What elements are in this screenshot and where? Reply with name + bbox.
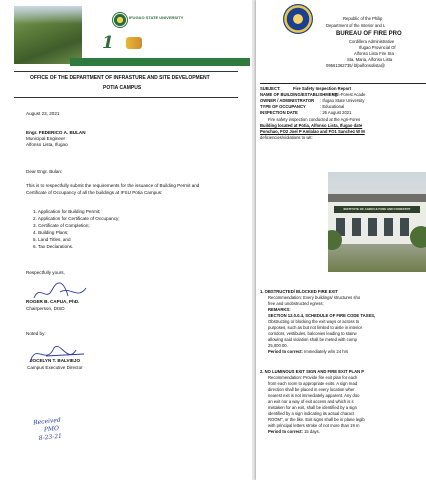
field-label: NAME OF BUILDING/ESTABLISHMENT: bbox=[260, 92, 339, 97]
remarks-label: REMARKS: bbox=[268, 307, 291, 312]
violation-text: corridors, vestibules, balconies leading to stairw bbox=[268, 331, 357, 336]
field-label: TYPE OF OCCUPANCY bbox=[260, 104, 306, 109]
list-item: 5. Land Titles, and bbox=[33, 237, 71, 242]
violation-text: an exit nor a way of exit access and which is s bbox=[268, 399, 354, 404]
body-line: Certificate of Occupancy of all the buildings at IFSU Potia Campus: bbox=[26, 190, 163, 195]
university-name: IFUGAO STATE UNIVERSITY bbox=[129, 15, 184, 20]
header-rule bbox=[14, 71, 238, 72]
violation-recommendation: Recommendation: Provide fire exit plan for each bbox=[268, 375, 358, 380]
bureau-line: BUREAU OF FIRE PRO bbox=[336, 31, 402, 37]
violation-text: allowing said violation shall be meted with comp bbox=[268, 337, 357, 342]
intro-line: Fire safety inspection conducted at the Agri-Fores bbox=[268, 117, 361, 122]
list-item: 3. Certificate of Completion; bbox=[33, 223, 90, 228]
list-item: 6. Tax Declarations. bbox=[33, 244, 74, 249]
stamp-line: PMO bbox=[43, 424, 60, 434]
violation-title: 2. NO LUMINOUS EXIT SIGN AND FIRE EXIT PLAN P bbox=[260, 369, 365, 374]
received-stamp bbox=[33, 417, 63, 443]
violation-text: 25,000.00. bbox=[268, 343, 288, 348]
violation-text: from each room to appropriate exits. A sign read bbox=[268, 381, 358, 386]
stamp-line: 8-23-21 bbox=[38, 432, 63, 442]
noted-by: Noted by: bbox=[26, 331, 46, 336]
closing: Respectfully yours, bbox=[26, 270, 65, 275]
noter-name: JOCELYN T. BALVIEJO bbox=[30, 358, 81, 363]
campus-photo bbox=[14, 6, 82, 64]
building-sign: INSTITUTE OF AGRICULTURE AND FORESTRY bbox=[334, 206, 420, 213]
list-item: 2. Application for Certificate of Occupancy; bbox=[33, 216, 120, 221]
building-photo bbox=[328, 172, 426, 272]
noter-signature bbox=[24, 340, 94, 368]
header-band bbox=[70, 58, 250, 66]
bfp-seal-icon bbox=[283, 4, 313, 34]
department-line: Department of the Interior and L bbox=[326, 23, 386, 28]
republic-line: Republic of the Philip bbox=[343, 16, 383, 21]
campus-title: POTIA CAMPUS bbox=[103, 85, 142, 91]
violation-text: nearest exit is not immediately apparent. Any doo bbox=[268, 393, 360, 398]
violation-recommendation: free and unobstructed egress; bbox=[268, 301, 324, 306]
salutation: Dear Engr. Bulan: bbox=[26, 169, 63, 174]
recipient-place: Alfonso Lista, Ifugao bbox=[26, 142, 68, 147]
recipient-title: Municipal Engineer bbox=[26, 136, 66, 141]
subject-label: SUBJECT: bbox=[260, 86, 281, 91]
anniversary-logo-icon: 1 bbox=[102, 33, 142, 55]
contact-line: 09561362735/ bfpalfonsolista@ bbox=[326, 63, 385, 68]
violation-text: Obstructing or blocking the exit ways or across to bbox=[268, 319, 360, 324]
recipient-name: Engr. FEDERICO A. BULAN bbox=[26, 130, 86, 135]
list-item: 4. Building Plans; bbox=[33, 230, 69, 235]
signer-title: Chairperson, DISD bbox=[26, 306, 65, 311]
signer-name: ROGER B. CAPUA, PhD. bbox=[26, 299, 80, 304]
field-value: : Ifugao State University bbox=[320, 98, 365, 103]
period-to-correct: Period to correct: Immediately w/in 24 hrs bbox=[268, 349, 349, 354]
field-label: INSPECTION DATE bbox=[260, 110, 298, 115]
title-rule bbox=[14, 97, 238, 98]
intro-line: Ponchao, FO2 Joel P Amlalao and FO1 Sanchez W M bbox=[260, 129, 365, 134]
address-line: Sta. Maria, Alfonso Lista bbox=[347, 57, 393, 62]
report-page bbox=[256, 0, 426, 480]
violation-title: 1. OBSTRUCTED/ BLOCKED FIRE EXIT bbox=[260, 289, 338, 294]
violation-text: purposes, such as but not limited to aisle in interior bbox=[268, 325, 363, 330]
violation-recommendation: Recommendation: Every buildings/ structures sho bbox=[268, 295, 361, 300]
stamp-line: Received bbox=[32, 416, 62, 427]
violation-text: direction shall be placed in every location wher bbox=[268, 387, 355, 392]
violation-text: identified by a sign indicating its actual charact bbox=[268, 411, 355, 416]
office-title: OFFICE OF THE DEPARTMENT OF INFRASTURE AND SITE DEVELOPMENT bbox=[30, 75, 210, 81]
period-to-correct: Period to correct: 15 days. bbox=[268, 429, 320, 434]
header-rule bbox=[260, 83, 426, 84]
region-line: Cordillera Administrative bbox=[349, 39, 395, 44]
field-value: : Educational bbox=[320, 104, 345, 109]
section-ref: SECTION 12.0.0.4, SCHEDULE OF FIRE CODE TAXES, bbox=[268, 313, 376, 318]
violation-text: with principal letters stroke of not more than 19 m bbox=[268, 423, 360, 428]
intro-line: deficiencies/violations to wit: bbox=[260, 135, 313, 140]
list-item: 1. Application for Building Permit; bbox=[33, 209, 101, 214]
province-line: Ifugao Provincial Of bbox=[359, 45, 396, 50]
station-line: Alfonso Lista Fire Sta bbox=[354, 51, 394, 56]
noter-title: Campus Executive Director bbox=[27, 365, 83, 370]
violation-text: ROOM", or the like. Exit signs shall be in plane legib bbox=[268, 417, 365, 422]
body-line: This is to respectfully submit the requirements for the issuance of Building Permit and bbox=[26, 183, 200, 188]
letter-date: August 23, 2021 bbox=[26, 111, 60, 116]
field-value: : 26 August 2021 bbox=[320, 110, 352, 115]
intro-line: Building located at Potia, Alfonso Lista, Ifugao date bbox=[260, 123, 363, 128]
subject-value: Fire Safety Inspection Report bbox=[293, 86, 352, 91]
field-value: Agri-Forest Acade bbox=[332, 92, 366, 97]
field-label: OWNER / ADMINISTRATOR bbox=[260, 98, 315, 103]
violation-text: mistaken for an exit, shall be identified by a sign bbox=[268, 405, 357, 410]
university-seal-icon bbox=[112, 12, 128, 28]
